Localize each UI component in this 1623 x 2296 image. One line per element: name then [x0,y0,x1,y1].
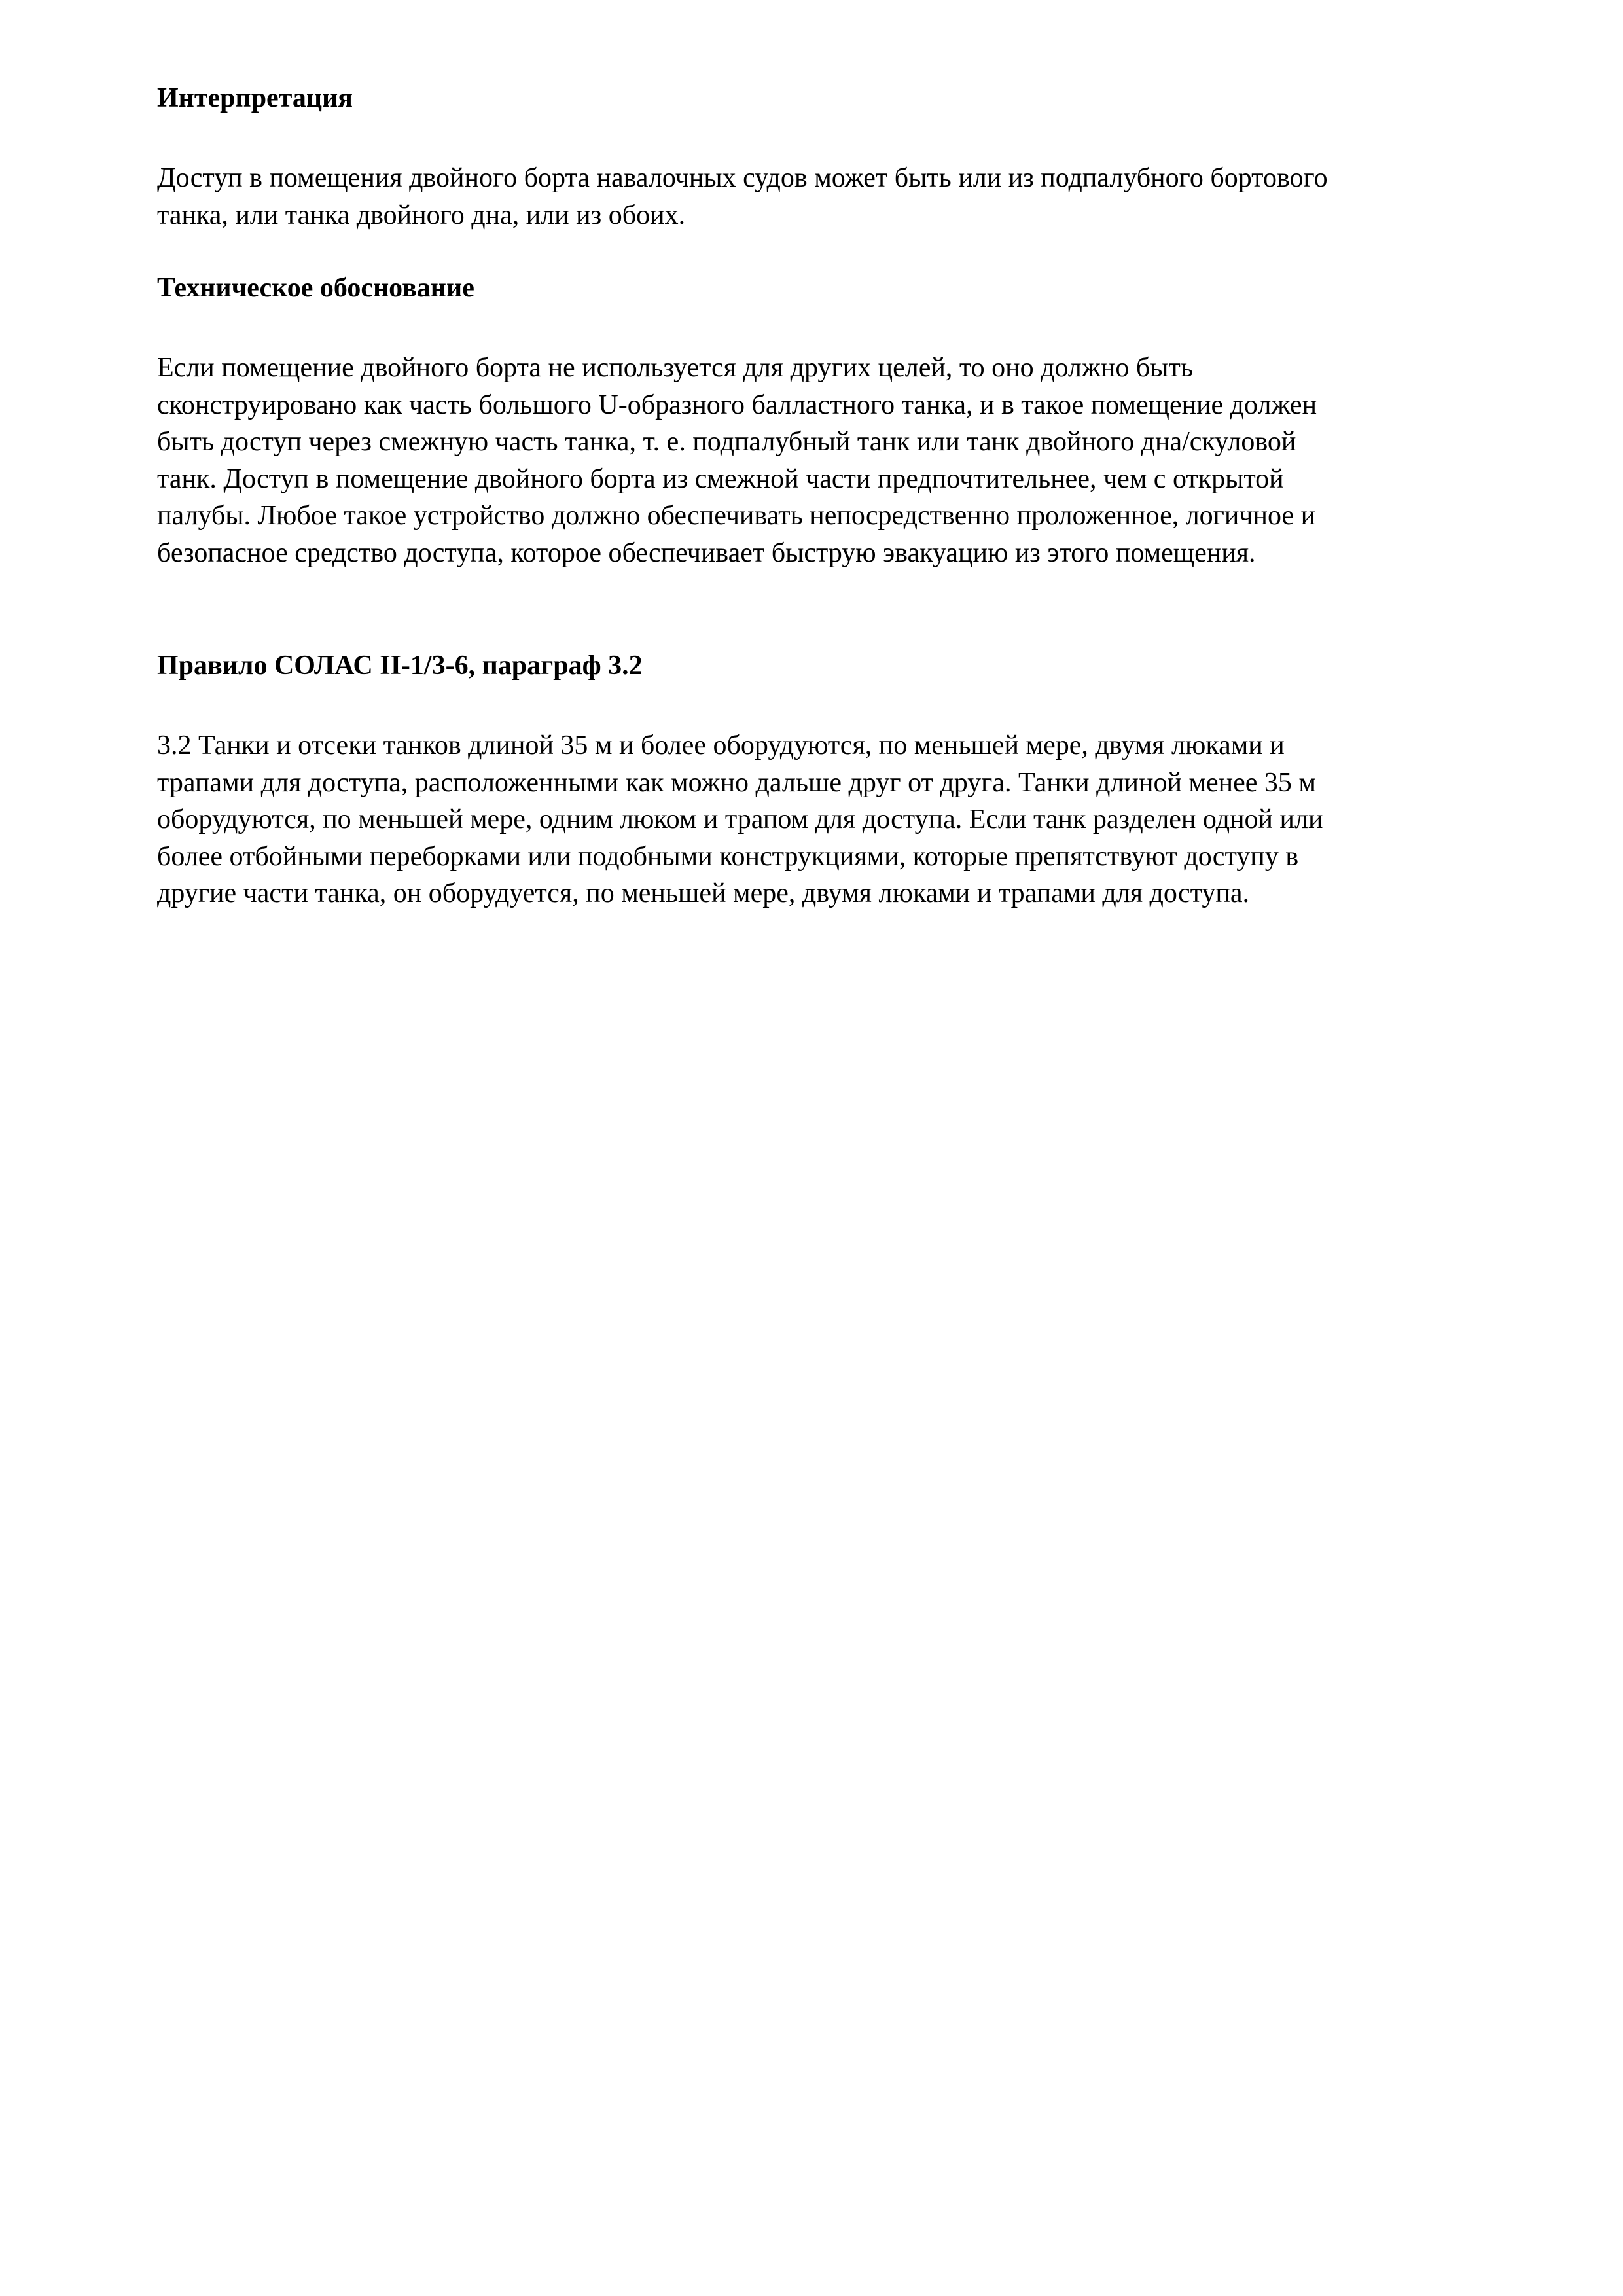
text-line: более отбойными переборками или подобными конструкциями, которые препятствуют доступу в [157,841,1299,872]
text-line: танк. Доступ в помещение двойного борта из смежной части предпочтительнее, чем с открытой [157,463,1284,494]
page-content [157,80,1492,912]
text-line: сконструировано как часть большого U-образного балластного танка, и в такое помещение должен [157,389,1317,420]
text-line: танка, или танка двойного дна, или из обоих. [157,200,686,230]
heading-solas-rule: Правило СОЛАС II-1/3-6, параграф 3.2 [157,651,643,681]
text-line: трапами для доступа, расположенными как можно дальше друг от друга. Танки длиной менее 35 м [157,767,1316,798]
text-line: быть доступ через смежную часть танка, т. е. подпалубный танк или танк двойного дна/скуловой [157,427,1296,457]
paragraph-interpretation [157,160,1492,234]
text-line: Если помещение двойного борта не используется для других целей, то оно должно быть [157,353,1193,383]
heading-interpretation: Интерпретация [157,83,353,113]
text-line: Доступ в помещения двойного борта навалочных судов может быть или из подпалубного бортового [157,163,1328,193]
text-line: 3.2 Танки и отсеки танков длиной 35 м и более оборудуются, по меньшей мере, двумя люками и [157,730,1285,761]
paragraph-solas-rule [157,727,1492,912]
heading-technical-rationale: Техническое обоснование [157,273,474,303]
paragraph-technical-rationale [157,350,1492,571]
text-line: другие части танка, он оборудуется, по меньшей мере, двумя люками и трапами для доступа. [157,878,1250,908]
text-line: палубы. Любое такое устройство должно обеспечивать непосредственно проложенное, логичное и [157,501,1316,531]
text-line: оборудуются, по меньшей мере, одним люком и трапом для доступа. Если танк разделен одной или [157,804,1323,834]
text-line: безопасное средство доступа, которое обеспечивает быструю эвакуацию из этого помещения. [157,537,1256,568]
